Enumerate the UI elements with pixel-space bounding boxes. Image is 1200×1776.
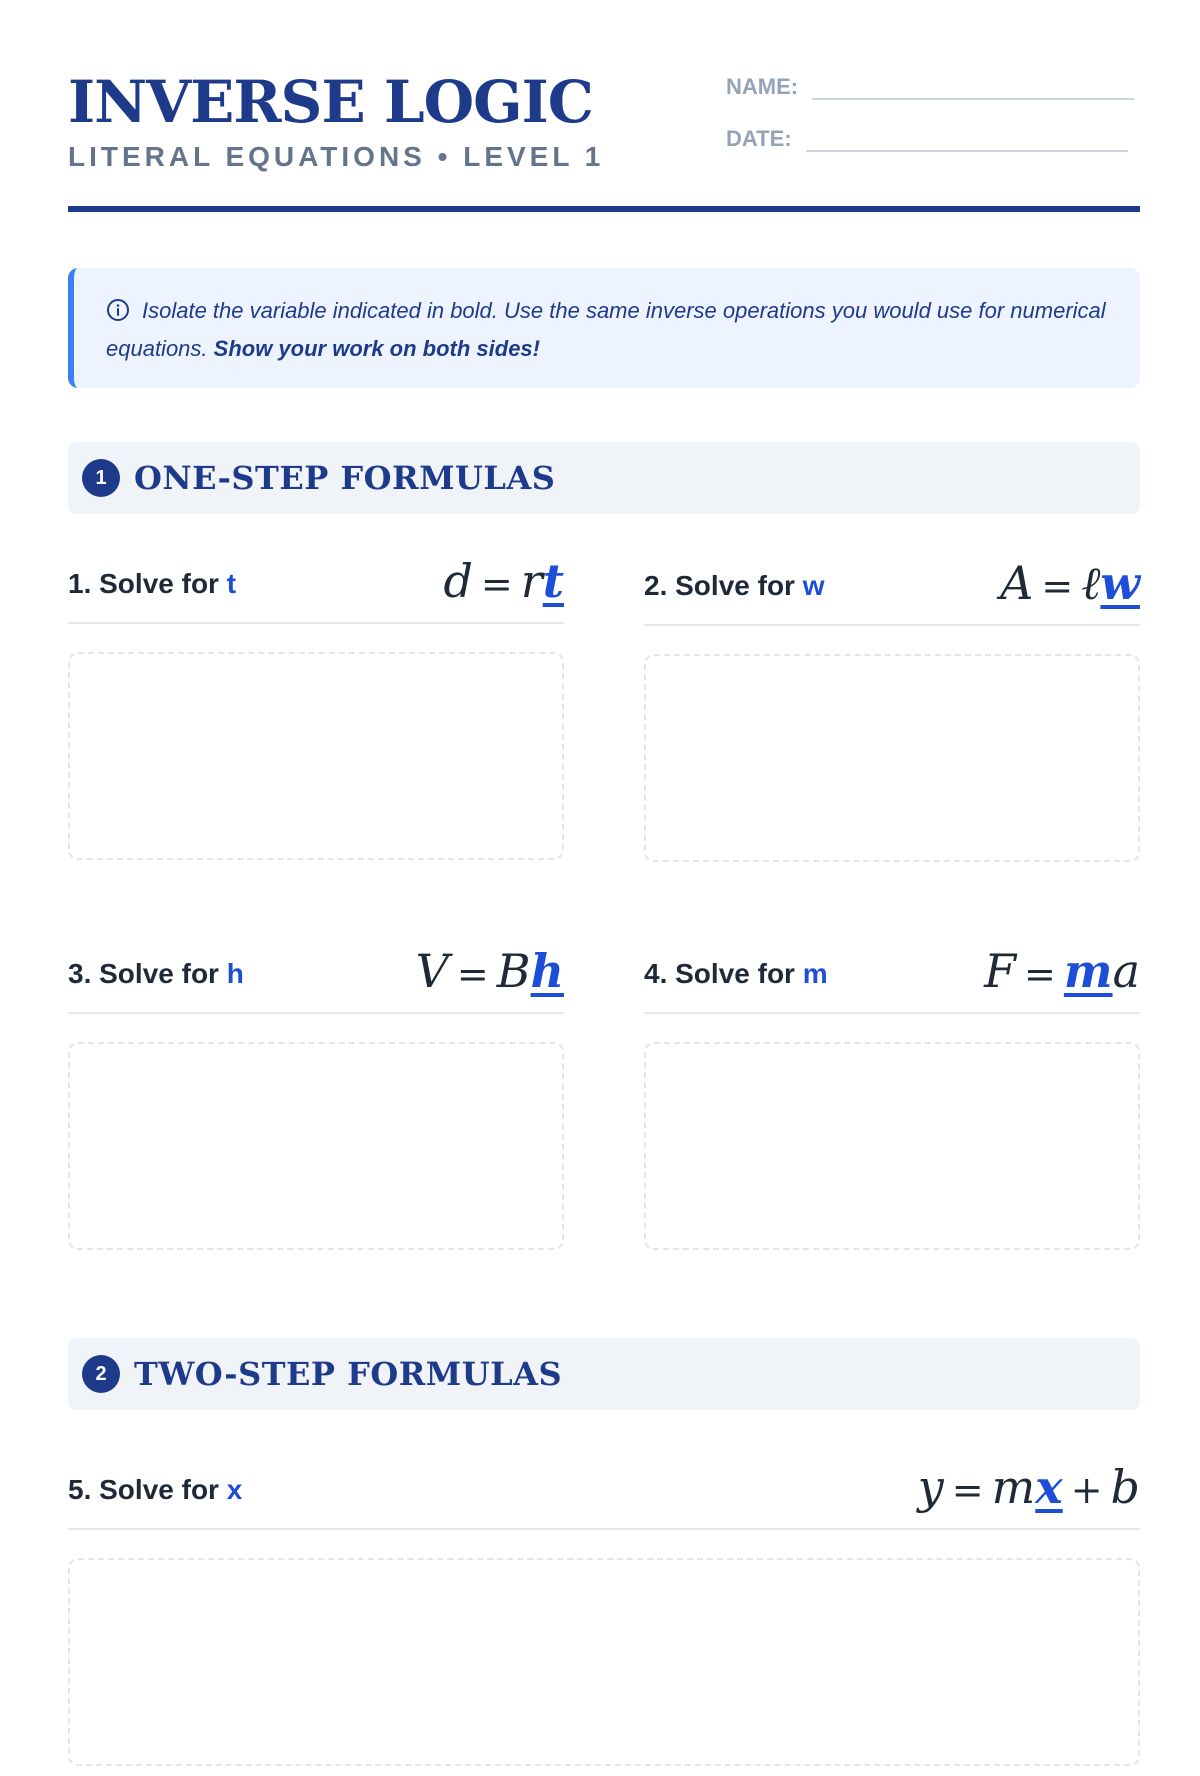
instruction-note [68,268,1140,388]
formula [1000,557,1140,612]
section-header-one-step [68,442,1140,514]
formula-plus: + [1070,1468,1103,1512]
problem-label [644,958,828,990]
section-number-badge: 2 [82,1355,120,1393]
section-title: ONE-STEP FORMULAS [134,459,556,497]
problem-label [68,568,236,600]
problem-header [68,1456,1140,1530]
work-area[interactable] [68,1558,1140,1766]
formula-lhs: y [917,1460,944,1514]
problem-4 [644,940,1140,1260]
info-icon [106,298,130,332]
work-area[interactable] [644,654,1140,862]
formula [416,945,564,1000]
formula-equals: = [1041,564,1074,608]
worksheet-page [68,0,1140,1600]
problem-label-text: 4. Solve for [644,958,795,989]
formula-target-variable: m [1063,944,1113,998]
date-field [726,126,1128,152]
formula-lhs: d [443,554,473,608]
formula-term: B [496,944,531,998]
formula-term: b [1110,1460,1140,1514]
formula-lhs: V [415,944,449,998]
problem-header [68,550,564,624]
problem-header [644,552,1140,626]
solve-variable: h [226,958,244,989]
formula [443,555,564,610]
formula-term: m [991,1460,1036,1514]
formula-equals: = [456,952,489,996]
worksheet-header [68,0,1140,216]
problem-label [68,1474,242,1506]
header-divider [68,206,1140,212]
problem-header [644,940,1140,1014]
problem-label-text: 2. Solve for [644,570,795,601]
formula-equals: = [480,562,513,606]
formula [918,1461,1140,1516]
solve-variable: t [226,568,237,599]
date-line[interactable] [806,126,1128,152]
formula-target-variable: w [1100,556,1140,610]
solve-variable: w [802,570,825,601]
formula-lhs: A [1000,556,1034,610]
formula-term: r [520,554,543,608]
problem-3 [68,940,564,1260]
problem-label-text: 1. Solve for [68,568,219,599]
work-area[interactable] [68,1042,564,1250]
section-number-badge: 1 [82,459,120,497]
problem-label-text: 5. Solve for [68,1474,219,1505]
formula-target-variable: h [530,944,564,998]
problem-label [644,570,825,602]
formula-equals: = [951,1468,984,1512]
section-header-two-step [68,1338,1140,1410]
solve-variable: x [226,1474,243,1505]
formula-term: a [1112,944,1140,998]
formula-term: ℓ [1081,556,1101,610]
solve-variable: m [802,958,828,989]
formula-lhs: F [984,944,1017,998]
formula-equals: = [1024,952,1056,996]
instruction-emphasis: Show your work on both sides! [213,336,540,361]
worksheet-subtitle: LITERAL EQUATIONS • LEVEL 1 [68,141,605,172]
section-title: TWO-STEP FORMULAS [134,1355,563,1393]
date-label: DATE: [726,126,792,151]
problem-2 [644,552,1140,872]
problem-label [68,958,244,990]
work-area[interactable] [644,1042,1140,1250]
formula-target-variable: x [1035,1460,1063,1514]
problem-label-text: 3. Solve for [68,958,219,989]
name-label: NAME: [726,74,799,99]
name-line[interactable] [812,74,1134,100]
worksheet-title: INVERSE LOGIC [68,68,593,136]
problem-1 [68,550,564,870]
name-field [726,74,1134,100]
work-area[interactable] [68,652,564,860]
formula-target-variable: t [542,554,564,608]
instruction-text: Isolate the variable indicated in bold. Use the same inverse operations you would use for numerical equations. [106,298,1106,361]
formula [984,945,1140,1000]
problem-header [68,940,564,1014]
problem-5 [68,1456,1140,1776]
